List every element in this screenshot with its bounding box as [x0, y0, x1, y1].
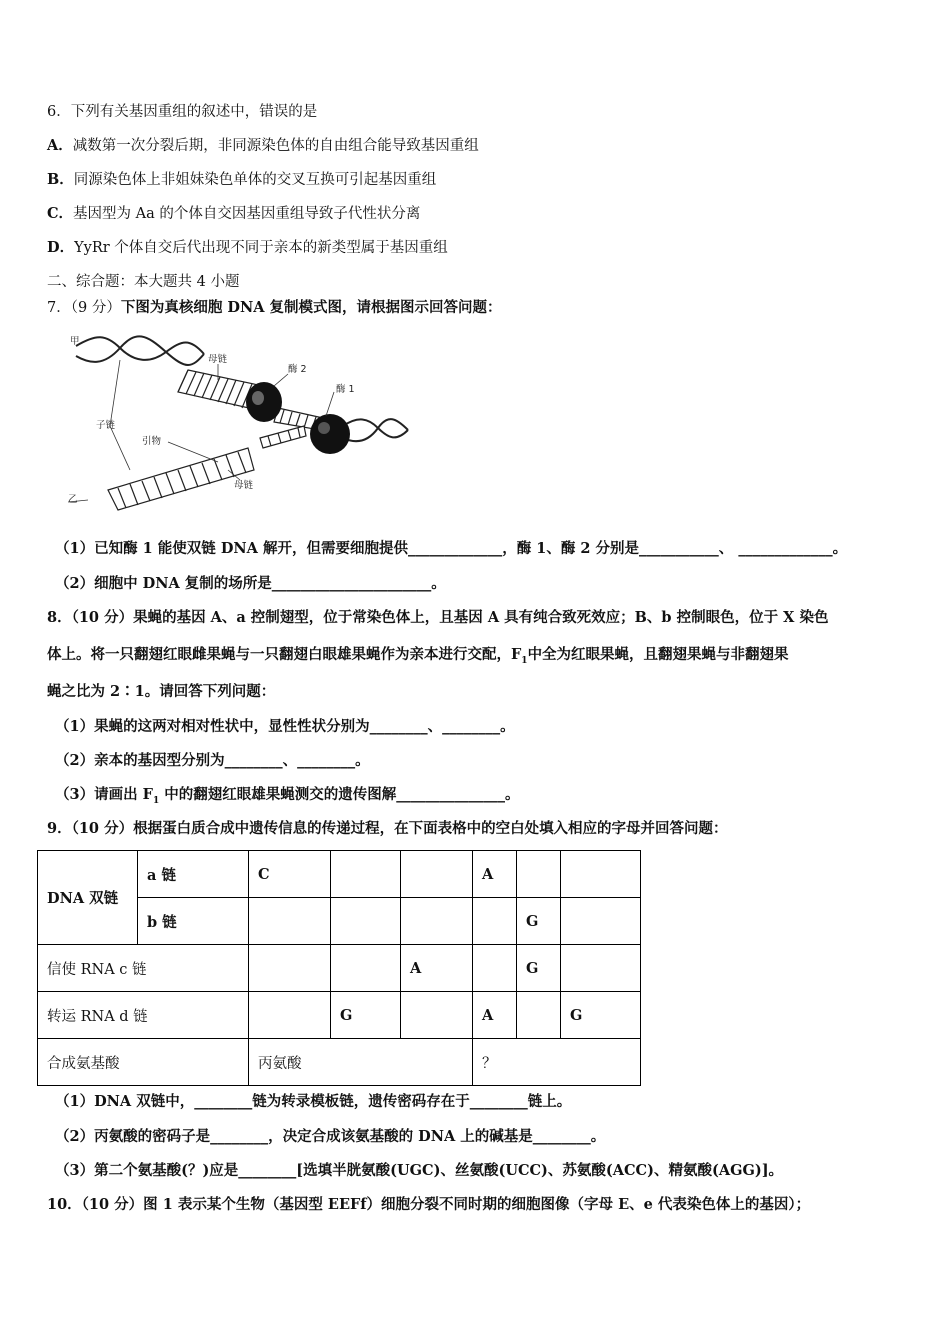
lagging-duplex — [108, 448, 254, 510]
table-cell — [331, 851, 401, 898]
label-primer: 引物 — [142, 436, 162, 447]
b-chain-header: b 链 — [138, 898, 249, 945]
table-cell: G — [517, 898, 561, 945]
option-label: D． — [47, 239, 75, 256]
table-cell — [249, 898, 331, 945]
table-cell: A — [401, 945, 473, 992]
dna-replication-figure — [68, 330, 413, 515]
table-cell — [561, 851, 641, 898]
a-chain-header: a 链 — [138, 851, 249, 898]
table-cell: A — [473, 851, 517, 898]
q9-sub2: （2）丙氨酸的密码子是________，决定合成该氨基酸的 DNA 上的碱基是________。 — [55, 1128, 606, 1145]
option-label: C． — [47, 205, 74, 222]
q8-line1: 8．（10 分）果蝇的基因 A、a 控制翅型，位于常染色体上，且基因 A 具有纯合致死效应；B、b 控制眼色，位于 X 染色 — [47, 609, 829, 626]
table-cell — [401, 851, 473, 898]
table-cell — [331, 945, 401, 992]
table-cell — [517, 851, 561, 898]
table-cell: G — [517, 945, 561, 992]
table-cell — [401, 898, 473, 945]
label-yi: 乙 — [68, 494, 78, 505]
q7-sub1: （1）已知酶 1 能使双链 DNA 解开，但需要细胞提供_____________，酶 1、酶 2 分别是___________、 _____________。 — [55, 540, 848, 557]
table-cell: C — [249, 851, 331, 898]
q8-line2a: 体上。将一只翻翅红眼雌果蝇与一只翻翅白眼雄果蝇作为亲本进行交配，F — [47, 646, 522, 663]
q9-stem: 9．（10 分）根据蛋白质合成中遗传信息的传递过程，在下面表格中的空白处填入相应的字母并回答问题： — [47, 820, 728, 837]
label-parent-strand-bottom: 母链 — [234, 480, 254, 491]
table-row — [38, 1039, 641, 1086]
option-label: B． — [47, 171, 74, 188]
q6-option-b — [47, 170, 436, 190]
table-row — [38, 851, 641, 898]
table-cell: A — [473, 992, 517, 1039]
q7-sub2: （2）细胞中 DNA 复制的场所是______________________。 — [55, 575, 446, 592]
q8-line3: 蝇之比为 2∶1。请回答下列问题： — [47, 683, 276, 700]
q8-sub2: （2）亲本的基因型分别为________、________。 — [55, 752, 370, 769]
section-heading: 二、综合题：本大题共 4 小题 — [47, 274, 240, 290]
q10-line1: 10．（10 分）图 1 表示某个生物（基因型 EEFf）细胞分裂不同时期的细胞图像（字母 E、e 代表染色体上的基因）； — [47, 1196, 811, 1213]
q8-sub3a: （3）请画出 F — [55, 786, 153, 803]
table-cell — [517, 992, 561, 1039]
amino-acid-header: 合成氨基酸 — [38, 1039, 249, 1086]
primer-segment — [260, 426, 306, 448]
q9-sub3: （3）第二个氨基酸(？)应是________[选填半胱氨酸(UGC)、丝氨酸(UCC)、苏氨酸(ACC)、精氨酸(AGG)]。 — [55, 1162, 784, 1179]
table-cell — [331, 898, 401, 945]
trna-header: 转运 RNA d 链 — [38, 992, 249, 1039]
table-row — [38, 992, 641, 1039]
table-cell — [249, 992, 331, 1039]
amino-acid-1: 丙氨酸 — [249, 1039, 473, 1086]
table-cell — [561, 898, 641, 945]
q8-line2b: 中全为红眼果蝇，且翻翅果蝇与非翻翅果 — [527, 646, 789, 663]
q8-line2 — [47, 645, 789, 671]
codon-table — [37, 850, 641, 1086]
label-enzyme-2: 酶 2 — [288, 364, 307, 375]
q6-stem: 6．下列有关基因重组的叙述中，错误的是 — [47, 104, 318, 120]
q6-option-c — [47, 204, 420, 224]
option-text: YyRr 个体自交后代出现不同于亲本的新类型属于基因重组 — [74, 240, 448, 256]
enzyme-1-shape — [310, 414, 350, 454]
helix-right — [343, 419, 408, 441]
table-cell — [249, 945, 331, 992]
enzyme-2-shape — [246, 382, 282, 422]
label-enzyme-1: 酶 1 — [336, 384, 355, 395]
q8-sub1: （1）果蝇的这两对相对性状中，显性性状分别为________、________。 — [55, 718, 515, 735]
q9-sub1: （1）DNA 双链中，________链为转录模板链，遗传密码存在于________链上。 — [55, 1093, 572, 1110]
q7-num: 7． — [47, 300, 71, 316]
option-text: 减数第一次分裂后期，非同源染色体的自由组合能导致基因重组 — [72, 138, 479, 154]
q7-stem — [47, 298, 502, 318]
helix-upper-left — [76, 336, 204, 365]
amino-acid-2: ？ — [473, 1039, 641, 1086]
label-jia: 甲 — [70, 336, 80, 347]
q8-line2-sub: 1 — [521, 655, 528, 666]
table-row — [38, 945, 641, 992]
q8-sub3b: 中的翻翅红眼雄果蝇测交的遗传图解_______________。 — [159, 786, 520, 803]
q6-option-d — [47, 238, 448, 258]
q7-score: （9 分） — [70, 300, 121, 316]
label-parent-strand-top: 母链 — [208, 354, 228, 365]
option-text: 同源染色体上非姐妹染色单体的交叉互换可引起基因重组 — [73, 172, 437, 188]
dna-header: DNA 双链 — [38, 851, 138, 945]
mrna-header: 信使 RNA c 链 — [38, 945, 249, 992]
q8-sub3 — [55, 785, 520, 811]
table-cell: G — [331, 992, 401, 1039]
table-cell: G — [561, 992, 641, 1039]
q7-text: 下图为真核细胞 DNA 复制模式图，请根据图示回答问题： — [120, 299, 502, 316]
option-text: 基因型为 Aa 的个体自交因基因重组导致子代性状分离 — [73, 206, 421, 222]
table-cell — [561, 945, 641, 992]
option-label: A． — [47, 137, 73, 154]
q6-option-a — [47, 136, 479, 156]
table-cell — [473, 945, 517, 992]
table-cell — [401, 992, 473, 1039]
table-cell — [473, 898, 517, 945]
q8-sub3-sub: 1 — [152, 795, 160, 806]
label-daughter-strand: 子链 — [96, 420, 116, 431]
